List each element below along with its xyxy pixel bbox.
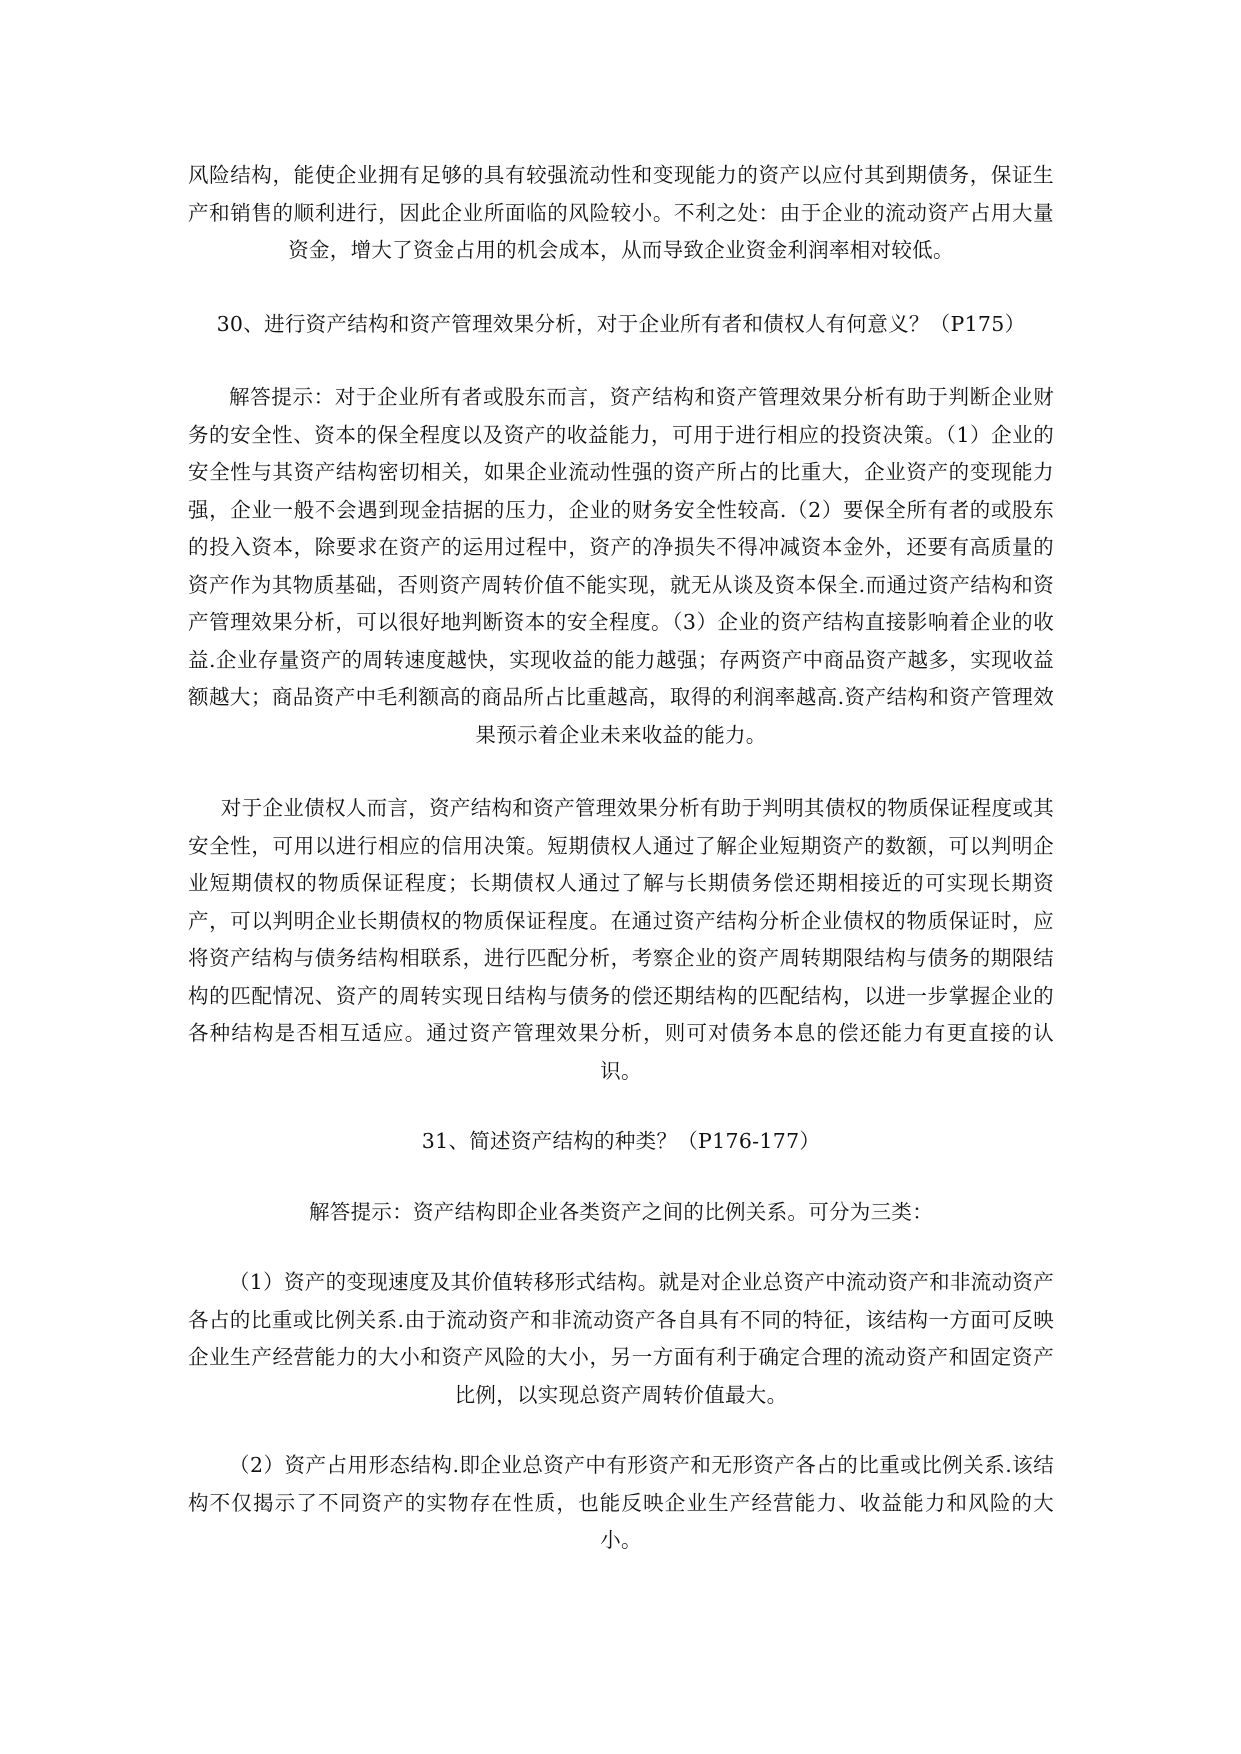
answer-31-intro: 解答提示：资产结构即企业各类资产之间的比例关系。可分为三类：: [309, 1199, 933, 1224]
paragraph-risk-structure: 风险结构，能使企业拥有足够的具有较强流动性和变现能力的资产以应付其到期债务，保证生产和销售的顺利进行，因此企业所面临的风险较小。不利之处：由于企业的流动资产占用大量资金，增大了资金占用的机会成本，从而导致企业资金利润率相对较低。: [188, 163, 1054, 262]
answer-31-item-2: （2）资产占用形态结构.即企业总资产中有形资产和无形资产各占的比重或比例关系.该结构不仅揭示了不同资产的实物存在性质，也能反映企业生产经营能力、收益能力和风险的大小。: [188, 1453, 1054, 1552]
answer-30-owners: 解答提示：对于企业所有者或股东而言，资产结构和资产管理效果分析有助于判断企业财务的安全性、资本的保全程度以及资产的收益能力，可用于进行相应的投资决策。（1）企业的安全性与其资产结构密切相关，如果企业流动性强的资产所占的比重大，企业资产的变现能力强，企业一般不会遇到现金拮据的压力，企业的财务安全性较高.（2）要保全所有者的或股东的投入资本，除要求在资产的运用过程中，资产的净损失不得冲减资本金外，还要有高质量的资产作为其物质基础，否则资产周转价值不能实现，就无从谈及资本保全.而通过资产结构和资产管理效果分析，可以很好地判断资本的安全程度。（3）企业的资产结构直接影响着企业的收益.企业存量资产的周转速度越快，实现收益的能力越强；存两资产中商品资产越多，实现收益额越大；商品资产中毛利额高的商品所占比重越高，取得的利润率越高.资产结构和资产管理效果预示着企业未来收益的能力。: [188, 385, 1054, 747]
document-body: [188, 157, 1054, 1560]
answer-31-item-1: （1）资产的变现速度及其价值转移形式结构。就是对企业总资产中流动资产和非流动资产各占的比重或比例关系.由于流动资产和非流动资产各自具有不同的特征，该结构一方面可反映企业生产经营能力的大小和资产风险的大小，另一方面有利于确定合理的流动资产和固定资产比例，以实现总资产周转价值最大。: [188, 1270, 1054, 1407]
question-31-heading: 31、简述资产结构的种类？（P176-177）: [421, 1129, 821, 1153]
answer-30-creditors: 对于企业债权人而言，资产结构和资产管理效果分析有助于判明其债权的物质保证程度或其安全性，可用以进行相应的信用决策。短期债权人通过了解企业短期资产的数额，可以判明企业短期债权的物质保证程度；长期债权人通过了解与长期债务偿还期相接近的可实现长期资产，可以判明企业长期债权的物质保证程度。在通过资产结构分析企业债权的物质保证时，应将资产结构与债务结构相联系，进行匹配分析，考察企业的资产周转期限结构与债务的期限结构的匹配情况、资产的周转实现日结构与债务的偿还期结构的匹配结构，以进一步掌握企业的各种结构是否相互适应。通过资产管理效果分析，则可对债务本息的偿还能力有更直接的认识。: [188, 796, 1054, 1083]
question-30-heading: 30、进行资产结构和资产管理效果分析，对于企业所有者和债权人有何意义？（P175）: [216, 311, 1026, 336]
